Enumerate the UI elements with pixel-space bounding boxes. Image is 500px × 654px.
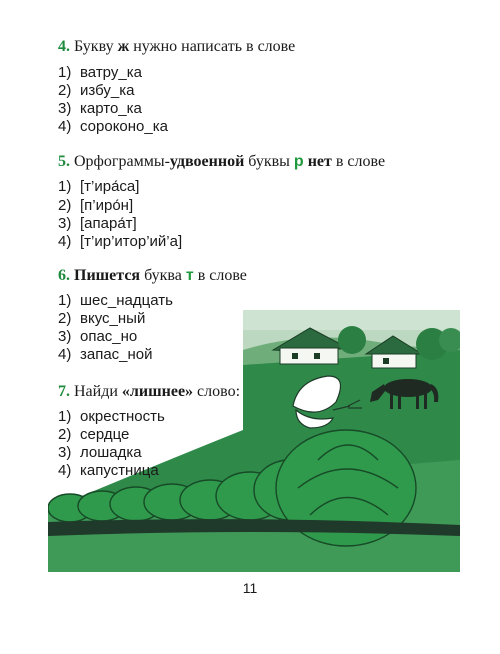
question-7-title: 7. Найди «лишнее» слово: [58, 383, 241, 400]
target-letter: т [185, 267, 194, 284]
answer-option[interactable]: 1) окрестность [58, 408, 165, 425]
answer-option[interactable]: 3) лошадка [58, 444, 142, 461]
answer-option[interactable]: 3) карто_ка [58, 100, 142, 117]
question-number: 5. [58, 153, 70, 170]
answer-option[interactable]: 2) сердце [58, 426, 130, 443]
answer-option[interactable]: 4) капустница [58, 462, 159, 479]
answer-option[interactable]: 4) запас_ной [58, 346, 153, 363]
answer-option[interactable]: 1) ватру_ка [58, 64, 142, 81]
answer-option[interactable]: 2) вкус_ный [58, 310, 146, 327]
page-number: 11 [242, 580, 258, 596]
answer-option[interactable]: 1) [т’ира́са] [58, 178, 140, 195]
question-number: 7. [58, 383, 70, 400]
answer-option[interactable]: 4) сороконо_ка [58, 118, 168, 135]
answer-option[interactable]: 2) избу_ка [58, 82, 135, 99]
answer-option[interactable]: 1) шес_надцать [58, 292, 173, 309]
question-4-title: 4. Букву ж нужно написать в слове [58, 38, 296, 55]
answer-option[interactable]: 4) [т’ир’итор’ий’а] [58, 233, 183, 250]
question-5-title: 5. Орфограммы-удвоенной буквы р нет в слове [58, 153, 386, 170]
question-6-title: 6. Пишется буква т в слове [58, 267, 247, 284]
question-number: 6. [58, 267, 70, 284]
answer-option[interactable]: 3) опас_но [58, 328, 138, 345]
answer-option[interactable]: 3) [апара́т] [58, 215, 137, 232]
question-number: 4. [58, 38, 70, 55]
target-letter: ж [117, 38, 130, 55]
target-letter: р [293, 153, 304, 170]
answer-option[interactable]: 2) [п’иро́н] [58, 197, 134, 214]
